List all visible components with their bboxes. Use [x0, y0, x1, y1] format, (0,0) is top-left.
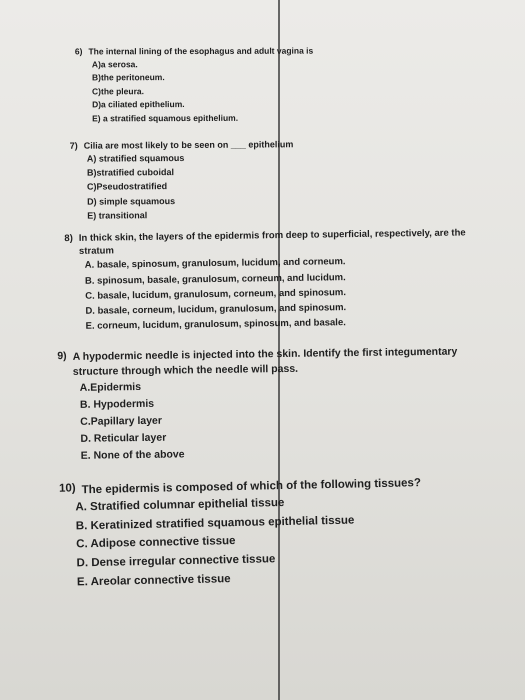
question-number: 8): [64, 232, 73, 245]
question-number: 9): [57, 350, 67, 363]
question-10: [59, 473, 511, 592]
answer-option-b: B. Keratinized stratified squamous epithelial tissue: [75, 514, 355, 533]
question-number: 6): [74, 46, 83, 57]
question-header: [70, 139, 294, 151]
answer-option-c: C.Papillary layer: [80, 415, 163, 429]
answer-option-b: B)the peritoneum.: [91, 72, 165, 83]
answer-option-b: B)stratified cuboidal: [86, 167, 174, 178]
answer-option-b: B. Hypodermis: [79, 398, 155, 412]
answer-option-d: D. Reticular layer: [80, 432, 167, 446]
answer-option-c: C. Adipose connective tissue: [76, 535, 236, 551]
answer-option-d: D. basale, corneum, lucidum, granulosum, and spinosum.: [85, 302, 347, 317]
answer-option-d: D) simple squamous: [87, 195, 176, 207]
question-header: [57, 344, 507, 381]
answer-option-c: C. basale, lucidum, granulosum, corneum, and spinosum.: [85, 286, 347, 302]
answer-option-a: A. Stratified columnar epithelial tissue: [75, 497, 285, 514]
answer-option-a: A) stratified squamous: [86, 152, 185, 164]
question-text: Cilia are most likely to be seen on ___ epithelium: [83, 139, 294, 151]
question-9: [57, 344, 509, 466]
question-number: 7): [69, 140, 78, 151]
question-text: The internal lining of the esophagus and adult vagina is: [88, 45, 314, 57]
answer-option-e: E. None of the above: [80, 448, 185, 463]
question-text: A hypodermic needle is injected into the skin. Identify the first integumentary structure through which the needle will pass.: [72, 345, 458, 379]
question-6: [75, 46, 314, 126]
question-number: 10): [58, 482, 76, 495]
answer-option-e: E. Areolar connective tissue: [76, 572, 231, 588]
question-text: The epidermis is composed of which of the following tissues?: [81, 477, 422, 497]
answer-option-a: A)a serosa.: [91, 59, 138, 70]
answer-option-a: A. basale, spinosum, granulosum, lucidum, and corneum.: [84, 256, 346, 272]
answer-option-a: A.Epidermis: [79, 381, 142, 395]
answer-option-e: E. corneum, lucidum, granulosum, spinosum, and basale.: [85, 317, 346, 332]
answer-option-d: D)a ciliated epithelium.: [92, 99, 185, 110]
question-8: [64, 227, 505, 335]
question-text: In thick skin, the layers of the epidermis from deep to superficial, respectively, are the stratum: [78, 227, 466, 257]
answer-option-c: C)the pleura.: [92, 86, 144, 97]
answer-option-c: C)Pseudostratified: [87, 181, 168, 193]
answer-option-e: E) a stratified squamous epithelium.: [92, 112, 239, 124]
answer-option-e: E) transitional: [87, 210, 148, 221]
answer-option-b: B. spinosum, basale, granulosum, corneum, and lucidum.: [84, 271, 346, 287]
question-7: [70, 139, 294, 223]
question-header: [75, 46, 313, 57]
answer-option-d: D. Dense irregular connective tissue: [76, 553, 276, 570]
